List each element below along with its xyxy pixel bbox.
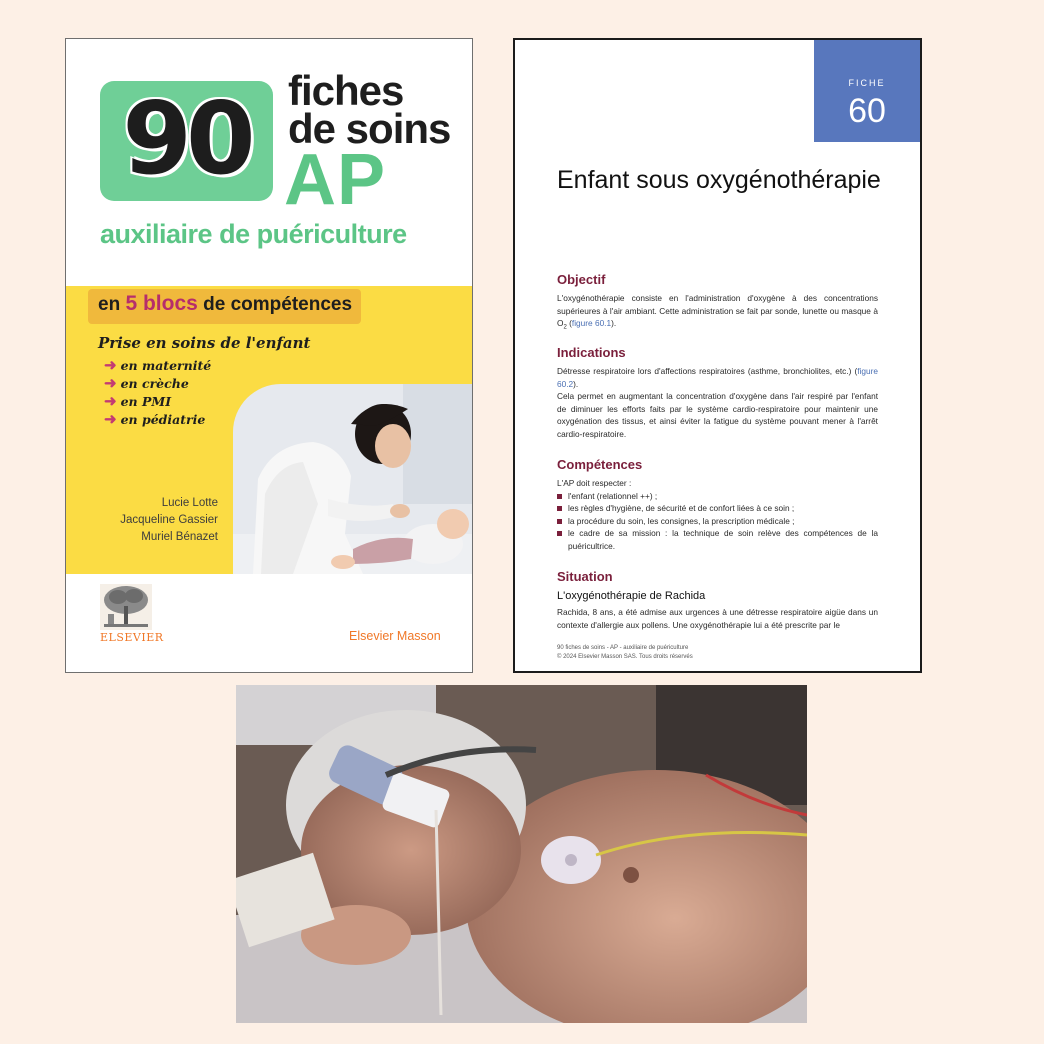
author-name: Muriel Bénazet [141,531,218,543]
page-footer: 90 fiches de soins - AP - auxiliaire de puériculture © 2024 Elsevier Masson SAS. Tous droits réservés [557,645,693,660]
book-cover [65,38,473,673]
arrow-icon: ➜ [104,410,117,428]
place-item [104,374,189,392]
blocs-accent: 5 blocs [125,292,198,315]
competences-list: L'AP doit respecter : l'enfant (relationnel ++) ; les règles d'hygiène, de sécurité et de confort liées à ce soin ; la procédure du soin, les consignes, la prescription médicale ; le cadre de sa mission : la technique de soin relève des compétences de la puéricultrice. [557,478,878,551]
indications-paragraph: Détresse respiratoire lors d'affections respiratoires (asthme, bronchiolites, etc.) (figure 60.2). Cela permet en augmentant la concentration d'oxygène dans l'air respiré par l'enfant de diminuer les efforts faits par le système cardio-respiratoire pour maintenir une oxygénation des tissus, et ainsi éviter la fatigue du système pouvant mener à l'arrêt cardio-respiratoire. [557,366,878,439]
infant-oxygen-illustration [236,685,807,1023]
fiche-page [513,38,922,673]
cover-number: 90 [122,80,250,197]
figure-link[interactable]: figure 60.1 [571,318,612,329]
cover-title-desoins: de soins [288,105,451,152]
section-heading-objectif: Objectif [557,272,606,287]
blocs-suffix: de compétences [203,294,353,315]
list-item: l'enfant (relationnel ++) ; [557,490,878,503]
place-item [104,392,171,410]
elsevier-logo-word: ELSEVIER [100,631,164,644]
blocs-tagline [98,292,352,316]
place-label: en crèche [120,376,189,391]
place-label: en pédiatrie [120,412,206,427]
fiche-label: FICHE [848,78,886,88]
arrow-icon: ➜ [104,356,117,374]
situation-paragraph: Rachida, 8 ans, a été admise aux urgences à une détresse respiratoire aigüe dans un contexte d'allergie aux pollens. Une oxygénothérapie lui a été prescrite par le [557,607,878,630]
author-name: Lucie Lotte [161,497,218,509]
cover-photo [233,384,473,574]
list-item: la procédure du soin, les consignes, la prescription médicale ; [557,515,878,528]
list-item: le cadre de sa mission : la technique de soin relève des compétences de la puéricultrice. [557,527,878,552]
figure-link[interactable]: figure 60.2 [557,366,878,389]
place-label: en PMI [120,394,172,409]
place-item [104,356,211,374]
elsevier-tree-logo [100,584,152,634]
fiche-number: 60 [848,92,886,130]
prise-heading: Prise en soins de l'enfant [98,334,311,352]
author-name: Jacqueline Gassier [120,514,218,526]
blocs-prefix: en [98,294,121,315]
nurse-baby-illustration [233,384,473,574]
arrow-icon: ➜ [104,392,117,410]
place-label: en maternité [120,358,212,373]
infant-oxygen-photo [236,685,807,1023]
cover-title-ap: AP [284,140,387,220]
publisher-name: Elsevier Masson [349,629,441,643]
list-item: les règles d'hygiène, de sécurité et de confort liées à ce soin ; [557,502,878,515]
section-heading-indications: Indications [557,345,626,360]
cover-title-fiches: fiches [288,67,404,114]
cover-subtitle: auxiliaire de puériculture [100,219,407,249]
cover-authors [106,495,218,546]
section-heading-competences: Compétences [557,457,643,472]
arrow-icon: ➜ [104,374,117,392]
fiche-badge [814,40,920,142]
section-heading-situation: Situation [557,569,613,584]
page-title: Enfant sous oxygénothérapie [557,166,881,194]
situation-subheading: L'oxygénothérapie de Rachida [557,590,706,602]
objectif-paragraph: L'oxygénothérapie consiste en l'administration d'oxygène à des concentrations supérieures à l'air ambiant. Cette administration se fait par sonde, lunette ou masque à $O_2$ (figure 60.1). [557,293,878,331]
place-item [104,410,205,428]
